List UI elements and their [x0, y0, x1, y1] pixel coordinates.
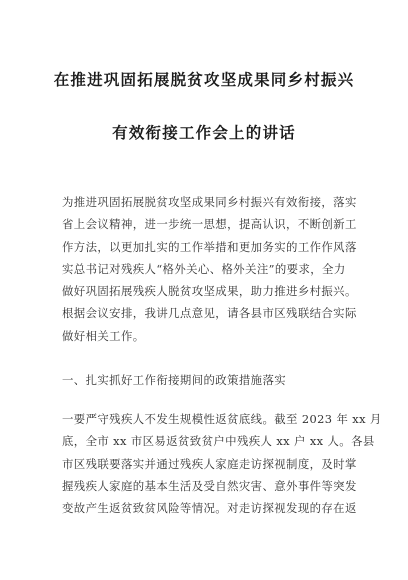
paragraph-line: 市区残联要落实并通过残疾人家庭走访探视制度，及时掌 [62, 456, 357, 471]
document-title-line-1: 在推进巩固拓展脱贫攻坚成果同乡村振兴 [53, 71, 355, 89]
section-heading: 一、扎实抓好工作衔接期间的政策措施落实 [62, 373, 287, 387]
paragraph-line: 变故产生返贫致贫风险等情况。对走访探视发现的存在返 [62, 501, 357, 516]
paragraph-line: 握残疾人家庭的基本生活及受自然灾害、意外事件等突发 [62, 478, 357, 493]
paragraph-line: 省上会议精神，进一步统一思想，提高认识，不断创新工 [62, 217, 357, 232]
paragraph-line: 作方法，以更加扎实的工作举措和更加务实的工作作风落 [62, 239, 357, 254]
paragraph-line: 做好巩固拓展残疾人脱贫攻坚成果，助力推进乡村振兴。 [62, 284, 357, 299]
paragraph-line: 实总书记对残疾人“格外关心、格外关注”的要求，全力 [62, 261, 346, 276]
document-title-line-2: 有效衔接工作会上的讲话 [112, 124, 296, 142]
section-paragraph [62, 408, 382, 519]
paragraph-line: 为推进巩固拓展脱贫攻坚成果同乡村振兴有效衔接，落实 [62, 195, 357, 209]
paragraph-line: 底，全市 xx 市区易返贫致贫户中残疾人 xx 户 xx 人。各县 [62, 434, 375, 449]
intro-paragraph [62, 191, 357, 347]
paragraph-line: 一要严守残疾人不发生规模性返贫底线。截至 2023 年 xx 月 [62, 412, 382, 426]
paragraph-line: 根据会议安排，我讲几点意见，请各县市区残联结合实际 [62, 306, 357, 321]
paragraph-line: 做好相关工作。 [62, 328, 145, 343]
